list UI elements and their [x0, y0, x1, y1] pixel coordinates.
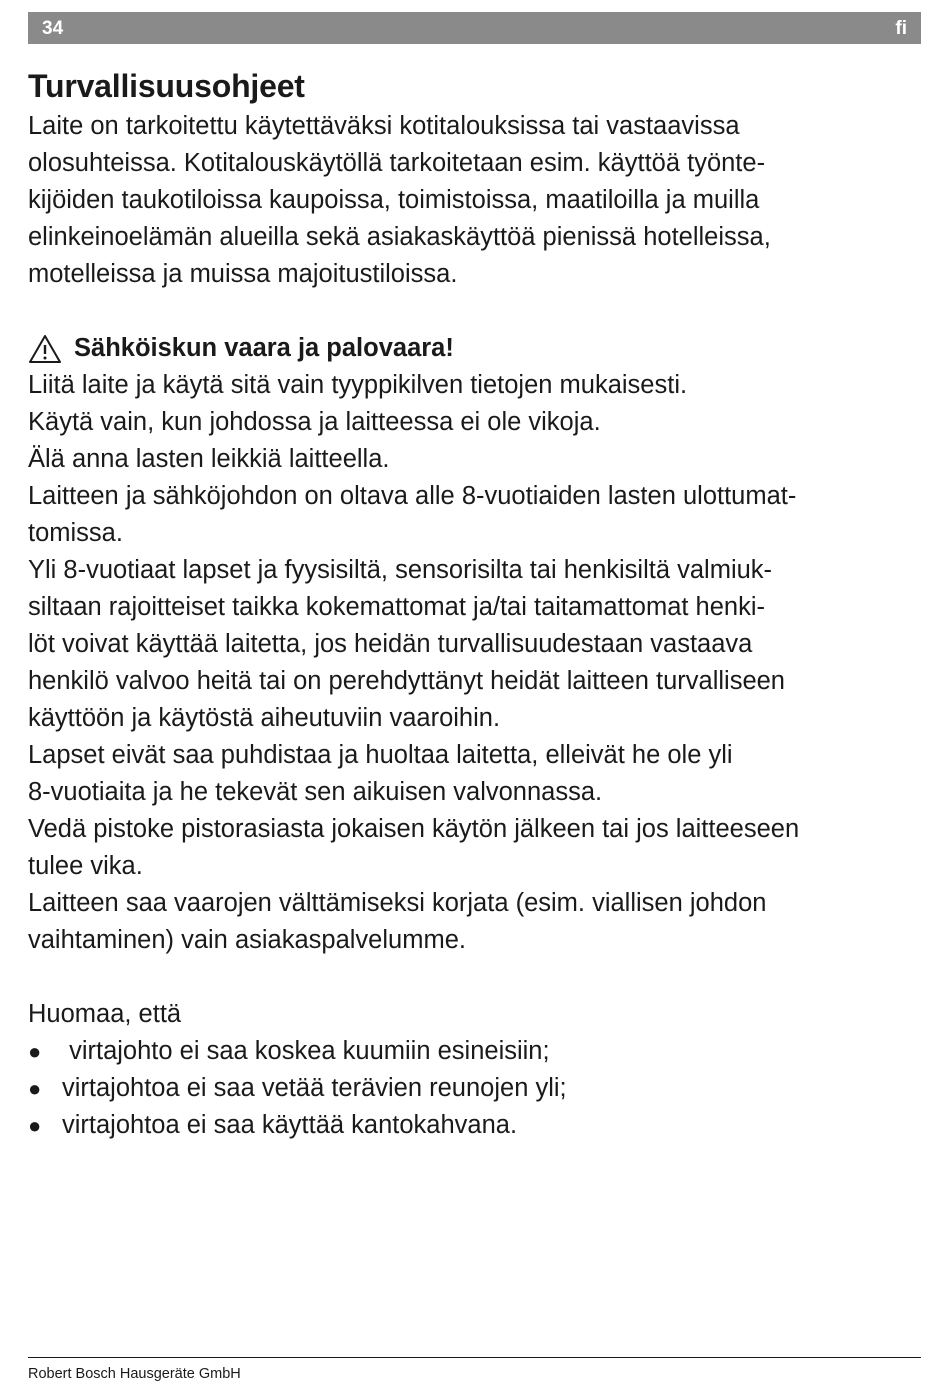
warning-heading-text: Sähköiskun vaara ja palovaara!: [74, 334, 454, 362]
warning-line: Laitteen ja sähköjohdon on oltava alle 8-vuotiaiden lasten ulottumat- tomissa.: [28, 482, 797, 547]
page-header-bar: [28, 12, 921, 44]
list-item: [28, 1107, 928, 1144]
warning-line: Liitä laite ja käytä sitä vain tyyppikilven tietojen mukaisesti.: [28, 371, 688, 399]
note-list: [28, 1033, 928, 1144]
intro-paragraph: Laite on tarkoitettu käytettäväksi kotitalouksissa tai vastaavissa olosuhteissa. Kotitalouskäytöllä tarkoitetaan esim. käyttöä työnte- kijöiden taukotiloissa kaupoissa, toimistoissa, maatiloilla ja muilla elinkeinoelämän alueilla sekä asiakaskäyttöä pienissä hotelleissa, motelleissa ja muissa majoitustiloissa.: [28, 112, 771, 288]
page-title: Turvallisuusohjeet: [28, 68, 305, 104]
warning-line: Älä anna lasten leikkiä laitteella.: [28, 445, 390, 473]
page-content: [28, 64, 928, 1144]
warning-triangle-icon: [28, 334, 62, 364]
warning-heading: [28, 330, 928, 367]
warning-text-block: [28, 367, 928, 959]
bullet-icon: ●: [28, 1039, 42, 1064]
bullet-icon: ●: [28, 1076, 42, 1101]
warning-line: Yli 8-vuotiaat lapset ja fyysisiltä, sensorisilta tai henkisiltä valmiuk- siltaan rajoitteiset taikka kokemattomat ja/tai taitamattomat henki- löt voivat käyttää laitetta, jos heidän turvallisuudestaan vastaava henkilö valvoo heitä tai on perehdyttänyt heidät laitteen turvalliseen käyttöön ja käytöstä aiheutuviin vaaroihin.: [28, 556, 785, 732]
list-item: [28, 1033, 928, 1070]
list-item: [28, 1070, 928, 1107]
warning-line: Käytä vain, kun johdossa ja laitteessa ei ole vikoja.: [28, 408, 601, 436]
footer-company: Robert Bosch Hausgeräte GmbH: [28, 1366, 241, 1382]
language-code: fi: [895, 18, 907, 39]
warning-line: Lapset eivät saa puhdistaa ja huoltaa laitetta, elleivät he ole yli 8-vuotiaita ja he tekevät sen aikuisen valvonnassa.: [28, 741, 733, 806]
footer-divider: [28, 1357, 921, 1358]
warning-line: Vedä pistoke pistorasiasta jokaisen käytön jälkeen tai jos laitteeseen tulee vika.: [28, 815, 800, 880]
warning-line: Laitteen saa vaarojen välttämiseksi korjata (esim. viallisen johdon vaihtaminen) vain asiakaspalvelumme.: [28, 889, 767, 954]
list-item-text: virtajohto ei saa koskea kuumiin esineisiin;: [62, 1037, 550, 1065]
list-item-text: virtajohtoa ei saa käyttää kantokahvana.: [62, 1111, 518, 1139]
bullet-icon: ●: [28, 1113, 42, 1138]
list-item-text: virtajohtoa ei saa vetää terävien reunojen yli;: [62, 1074, 567, 1102]
page-number: 34: [42, 18, 64, 39]
note-label: Huomaa, että: [28, 1000, 182, 1028]
